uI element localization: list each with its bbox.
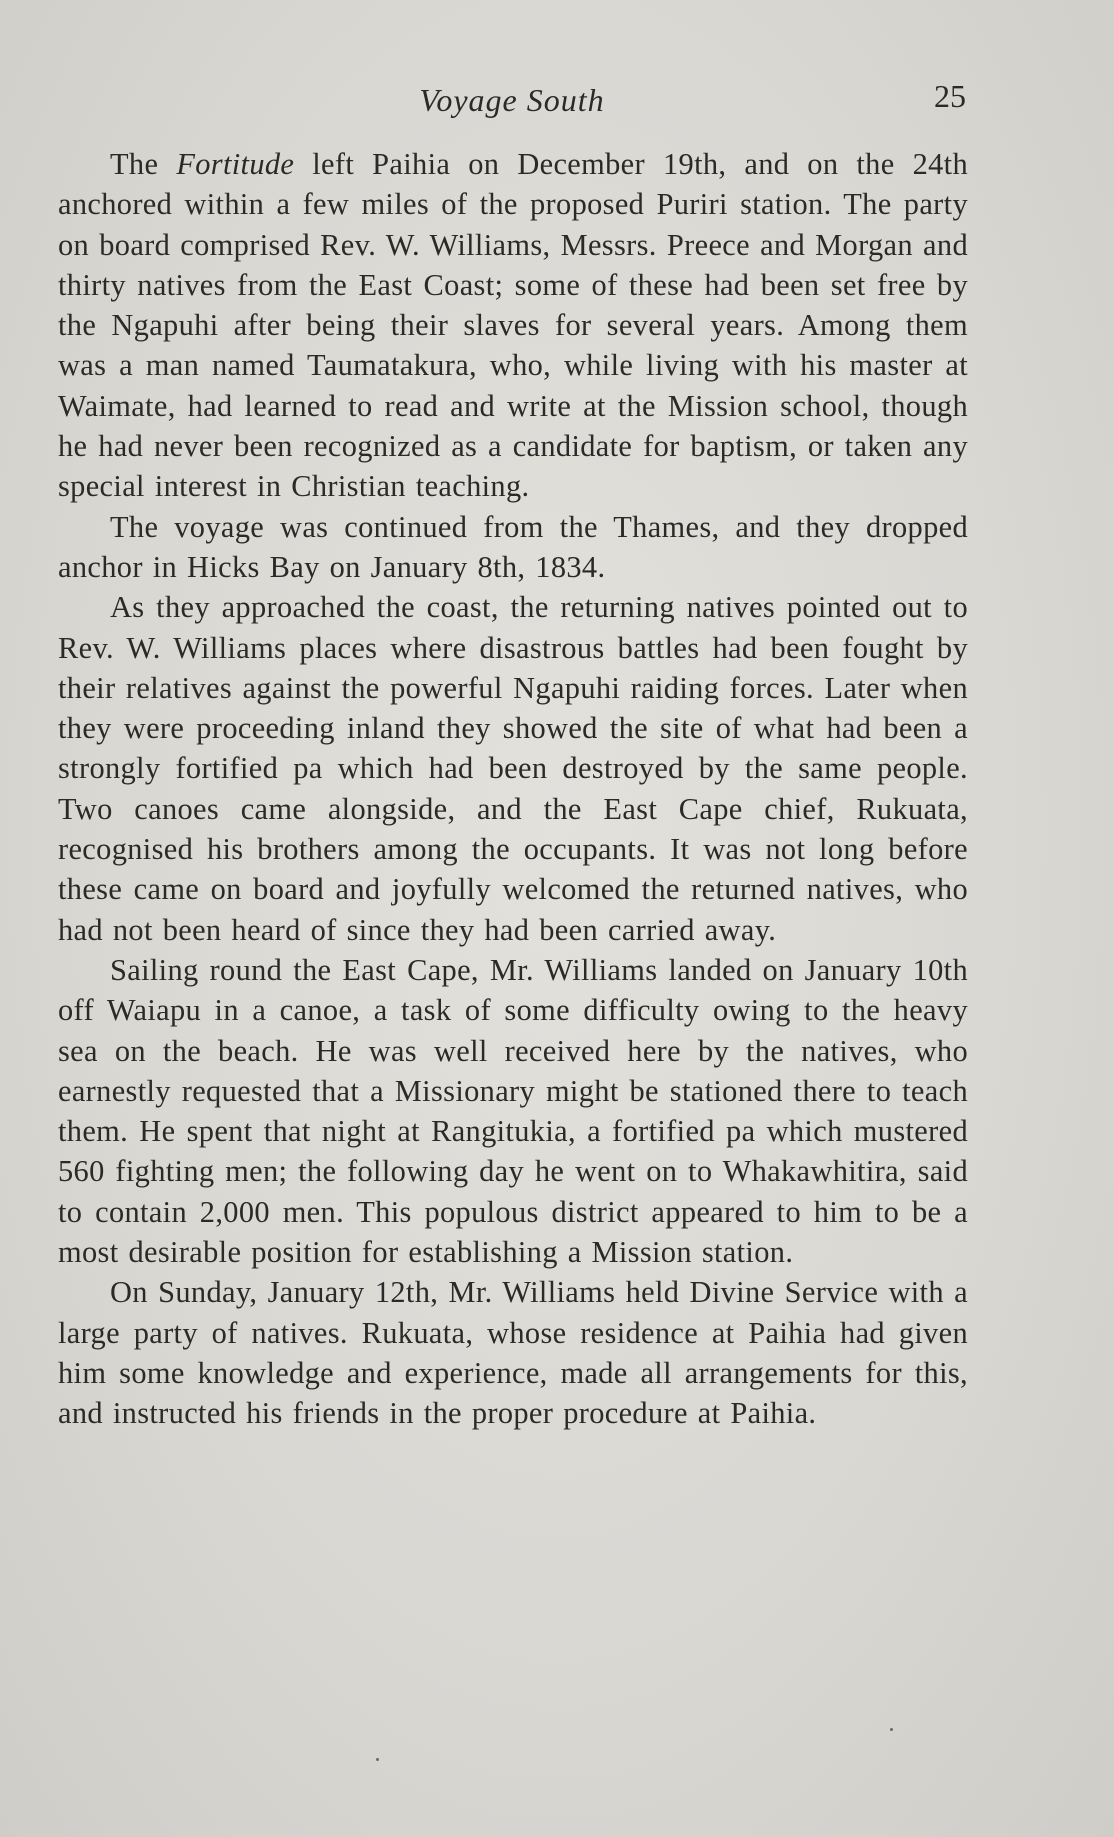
paragraph-5: On Sunday, January 12th, Mr. Williams held Divine Service with a large party of natives. Rukuata, whose residence at Paihia had given him some knowledge and experience, made all arrangements for this, and instructed his friends in the proper procedure at Paihia. — [58, 1275, 968, 1431]
body-text — [58, 144, 968, 1434]
paragraph-1-text: left Paihia on December 19th, and on the 24th anchored within a few miles of the proposed Puriri station. The party on board comprised Rev. W. Williams, Messrs. Preece and Morgan and thirty natives from the East Coast; some of these had been set free by the Ngapuhi after being their slaves for several years. Among them was a man named Taumatakura, who, while living with his master at Waimate, had learned to read and write at the Mission school, though he had never been recognized as a candidate for baptism, or taken any special interest in Christian teaching. — [58, 147, 968, 504]
page-number: 25 — [934, 78, 966, 114]
page-header — [58, 78, 966, 122]
paper-speck — [376, 1758, 379, 1761]
ship-name: Fortitude — [176, 147, 295, 181]
paper-speck — [890, 1728, 893, 1731]
paragraph-4: Sailing round the East Cape, Mr. Williams landed on January 10th off Waiapu in a canoe, a task of some difficulty owing to the heavy sea on the beach. He was well received here by the natives, who earnestly requested that a Missionary might be stationed there to teach them. He spent that night at Rangitukia, a fortified pa which mustered 560 fighting men; the following day he went on to Whakawhitira, said to contain 2,000 men. This populous district appeared to him to be a most desirable position for establishing a Mission station. — [58, 952, 968, 1270]
paragraph-2: The voyage was continued from the Thames, and they dropped anchor in Hicks Bay on January 8th, 1834. — [58, 509, 968, 584]
paragraph-3: As they approached the coast, the returning natives pointed out to Rev. W. Williams places where disastrous battles had been fought by their relatives against the powerful Ngapuhi raiding forces. Later when they were proceeding inland they showed the site of what had been a strongly fortified pa which had been destroyed by the same people. Two canoes came alongside, and the East Cape chief, Rukuata, recognised his brothers among the occupants. It was not long before these came on board and joyfully welcomed the returned natives, who had not been heard of since they had been carried away. — [58, 590, 968, 947]
paragraph-1 — [58, 144, 968, 507]
running-title: Voyage South — [419, 82, 605, 118]
paragraph-1-lead: The — [110, 147, 177, 181]
